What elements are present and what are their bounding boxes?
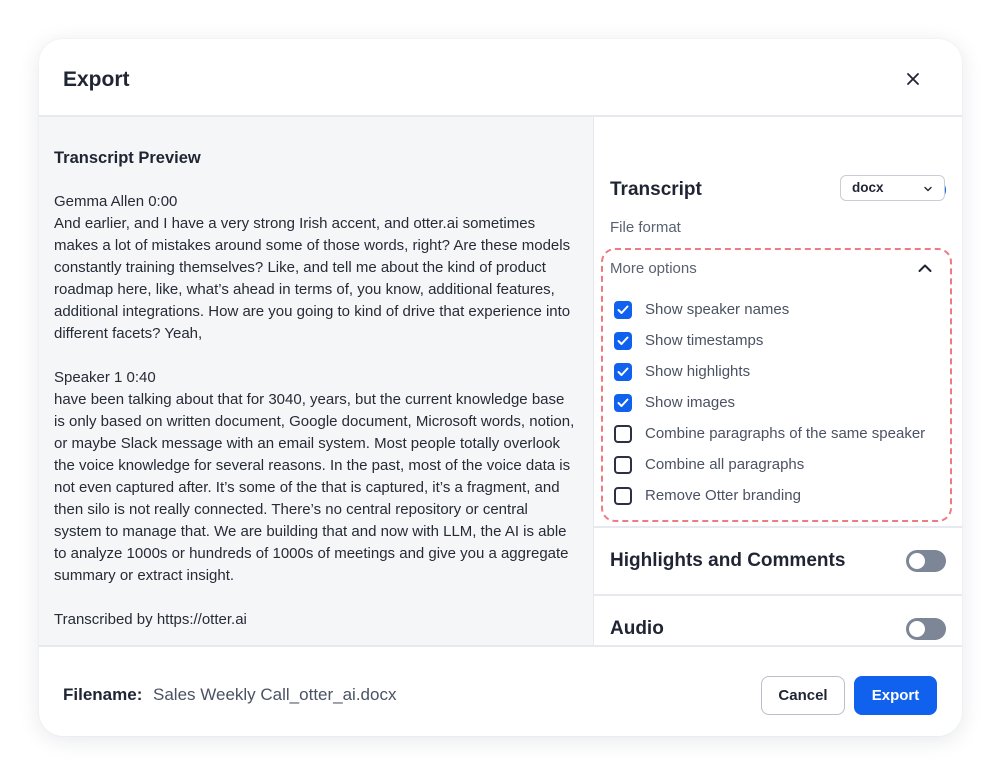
- checkmark-icon: [617, 367, 629, 377]
- speaker-line: Speaker 1 0:40: [54, 369, 156, 386]
- chevron-down-icon: [924, 185, 932, 193]
- transcript-text: have been talking about that for 3040, years, but the current knowledge base is only based on written document, Google document, Microsoft words, notion, or maybe Slack message with an email system. Most people totally overlook the voice knowledge for several reasons. In the past, most of the voice data is not even captured after. It’s some of the that is captured, it’s a fragment, and then silo is not really connected. There’s no central repository or central system to manage that. We are building that and now with LLM, the AI is able to analyze 1000s or hundreds of 1000s of meetings and give you a aggregate summary or extract insight.: [54, 391, 575, 584]
- option-show-speaker-names[interactable]: [614, 299, 954, 321]
- dialog-header: [39, 39, 962, 117]
- section-divider: [594, 526, 962, 528]
- close-icon[interactable]: [905, 71, 921, 87]
- option-label: Combine all paragraphs: [645, 456, 805, 473]
- checkbox-unchecked[interactable]: [614, 487, 632, 505]
- transcribed-by: Transcribed by https://otter.ai: [54, 611, 247, 628]
- checkbox-unchecked[interactable]: [614, 425, 632, 443]
- export-button[interactable]: Export: [854, 676, 937, 715]
- dialog-title: Export: [63, 68, 130, 91]
- highlights-section-title: Highlights and Comments: [610, 550, 846, 571]
- checkbox-checked[interactable]: [614, 301, 632, 319]
- option-label: Show speaker names: [645, 301, 790, 318]
- option-label: Remove Otter branding: [645, 487, 801, 504]
- checkbox-checked[interactable]: [614, 332, 632, 350]
- file-format-select[interactable]: [840, 175, 945, 201]
- transcript-text: And earlier, and I have a very strong Irish accent, and otter.ai sometimes makes a lot of mistakes around some of those words, right? Are these models constantly training themselves? Like, and tell me about the kind of product roadmap here, like, what’s ahead in terms of, you know, additional features, additional integrations. How are you going to kind of drive that experience into different facets? Yeah,: [54, 215, 571, 342]
- speaker-line: Gemma Allen 0:00: [54, 193, 178, 210]
- checkbox-checked[interactable]: [614, 394, 632, 412]
- audio-section-title: Audio: [610, 618, 664, 639]
- filename-label: Filename:: [63, 685, 143, 704]
- audio-toggle[interactable]: [906, 618, 946, 640]
- checkmark-icon: [617, 336, 629, 346]
- chevron-up-icon[interactable]: [918, 263, 932, 273]
- checkbox-checked[interactable]: [614, 363, 632, 381]
- preview-title: Transcript Preview: [54, 149, 201, 167]
- filename-value[interactable]: Sales Weekly Call_otter_ai.docx: [153, 685, 397, 704]
- cancel-button[interactable]: Cancel: [761, 676, 845, 715]
- more-options-highlight: [601, 248, 952, 522]
- option-label: Show highlights: [645, 363, 751, 380]
- transcript-block: [54, 191, 579, 345]
- export-options-panel: [594, 117, 962, 645]
- option-label: Show timestamps: [645, 332, 764, 349]
- option-combine-same-speaker[interactable]: [614, 423, 954, 445]
- option-remove-otter-branding[interactable]: [614, 485, 954, 507]
- toggle-knob: [909, 621, 925, 637]
- option-show-images[interactable]: [614, 392, 954, 414]
- preview-body: [54, 191, 579, 645]
- dialog-footer: [39, 645, 962, 736]
- checkbox-unchecked[interactable]: [614, 456, 632, 474]
- more-options-toggle[interactable]: More options: [610, 260, 697, 277]
- option-label: Combine paragraphs of the same speaker: [645, 425, 926, 442]
- file-format-value: docx: [852, 180, 884, 195]
- option-show-highlights[interactable]: [614, 361, 954, 383]
- transcript-preview-panel: [39, 117, 593, 645]
- highlights-toggle[interactable]: [906, 550, 946, 572]
- section-divider: [594, 594, 962, 596]
- option-show-timestamps[interactable]: [614, 330, 954, 352]
- checkmark-icon: [617, 305, 629, 315]
- option-label: Show images: [645, 394, 736, 411]
- checkmark-icon: [617, 398, 629, 408]
- file-format-label: File format: [610, 219, 681, 236]
- transcript-block: [54, 367, 579, 587]
- toggle-knob: [909, 553, 925, 569]
- export-dialog: [39, 39, 962, 736]
- option-combine-all-paragraphs[interactable]: [614, 454, 954, 476]
- transcript-section-title: Transcript: [610, 179, 702, 200]
